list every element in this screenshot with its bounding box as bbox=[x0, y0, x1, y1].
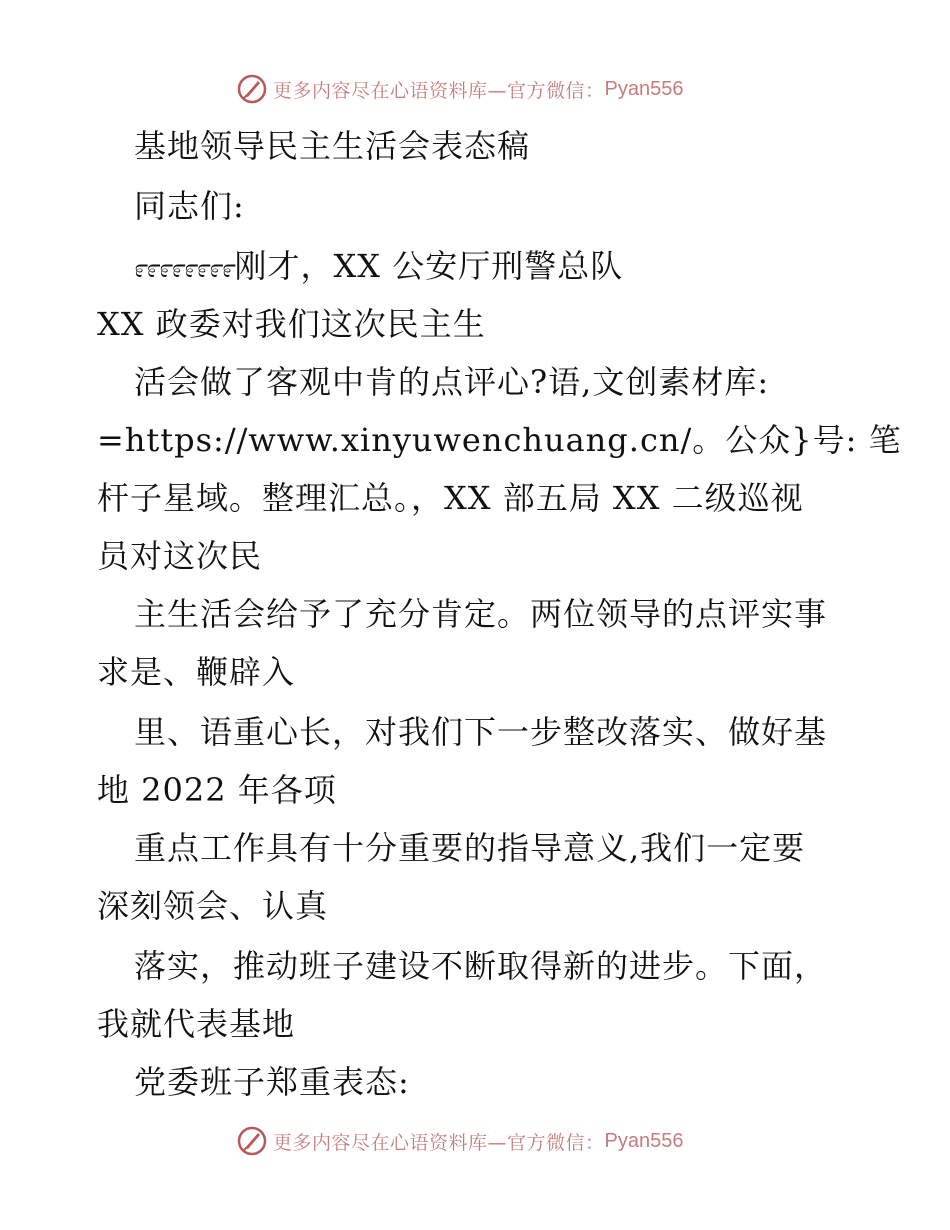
paragraph-line: 杆子星域。整理汇总。，XX 部五局 XX 二级巡视 bbox=[97, 479, 804, 517]
paragraph-line: =https://www.xinyuwenchuang.cn/。公众}号: 笔 bbox=[97, 421, 902, 459]
paragraph-line: XX 政委对我们这次民主生 bbox=[97, 305, 486, 343]
paragraph-line: 我就代表基地 bbox=[97, 1005, 296, 1043]
header-watermark bbox=[236, 72, 683, 106]
paragraph-line: 员对这次民 bbox=[97, 537, 263, 575]
paragraph-line: 地 2022 年各项 bbox=[97, 771, 337, 809]
paragraph-line-text: 刚才，XX 公安厅刑警总队 bbox=[234, 247, 624, 285]
paragraph-line: 党委班子郑重表态: bbox=[134, 1063, 410, 1101]
paragraph-line bbox=[134, 246, 623, 289]
watermark-wechat-id: Pyan556 bbox=[604, 1129, 684, 1152]
paragraph-line: 求是、鞭辟入 bbox=[97, 653, 296, 691]
footer-watermark bbox=[236, 1124, 683, 1158]
watermark-text: 更多内容尽在心语资料库—官方微信： bbox=[273, 79, 605, 102]
greeting: 同志们: bbox=[134, 187, 245, 225]
paragraph-line: 活会做了客观中肯的点评心?语,文创素材库: bbox=[134, 363, 770, 401]
paragraph-line: 重点工作具有十分重要的指导意义,我们一定要 bbox=[134, 829, 806, 867]
watermark-wechat-id: Pyan556 bbox=[604, 77, 684, 100]
paragraph-line: 里、语重心长，对我们下一步整改落实、做好基 bbox=[134, 713, 828, 751]
paragraph-line: 主生活会给予了充分肯定。两位领导的点评实事 bbox=[134, 595, 828, 633]
document-title: 基地领导民主生活会表态稿 bbox=[134, 127, 531, 165]
paragraph-line: 落实，推动班子建设不断取得新的进步。下面， bbox=[134, 947, 828, 985]
ornament-glyphs: ೯೯೯೯೯೯೯೯ bbox=[134, 254, 235, 284]
watermark-text: 更多内容尽在心语资料库—官方微信： bbox=[273, 1131, 605, 1154]
quill-logo-icon bbox=[236, 73, 268, 105]
paragraph-line: 深刻领会、认真 bbox=[97, 887, 329, 925]
quill-logo-icon bbox=[236, 1125, 268, 1157]
